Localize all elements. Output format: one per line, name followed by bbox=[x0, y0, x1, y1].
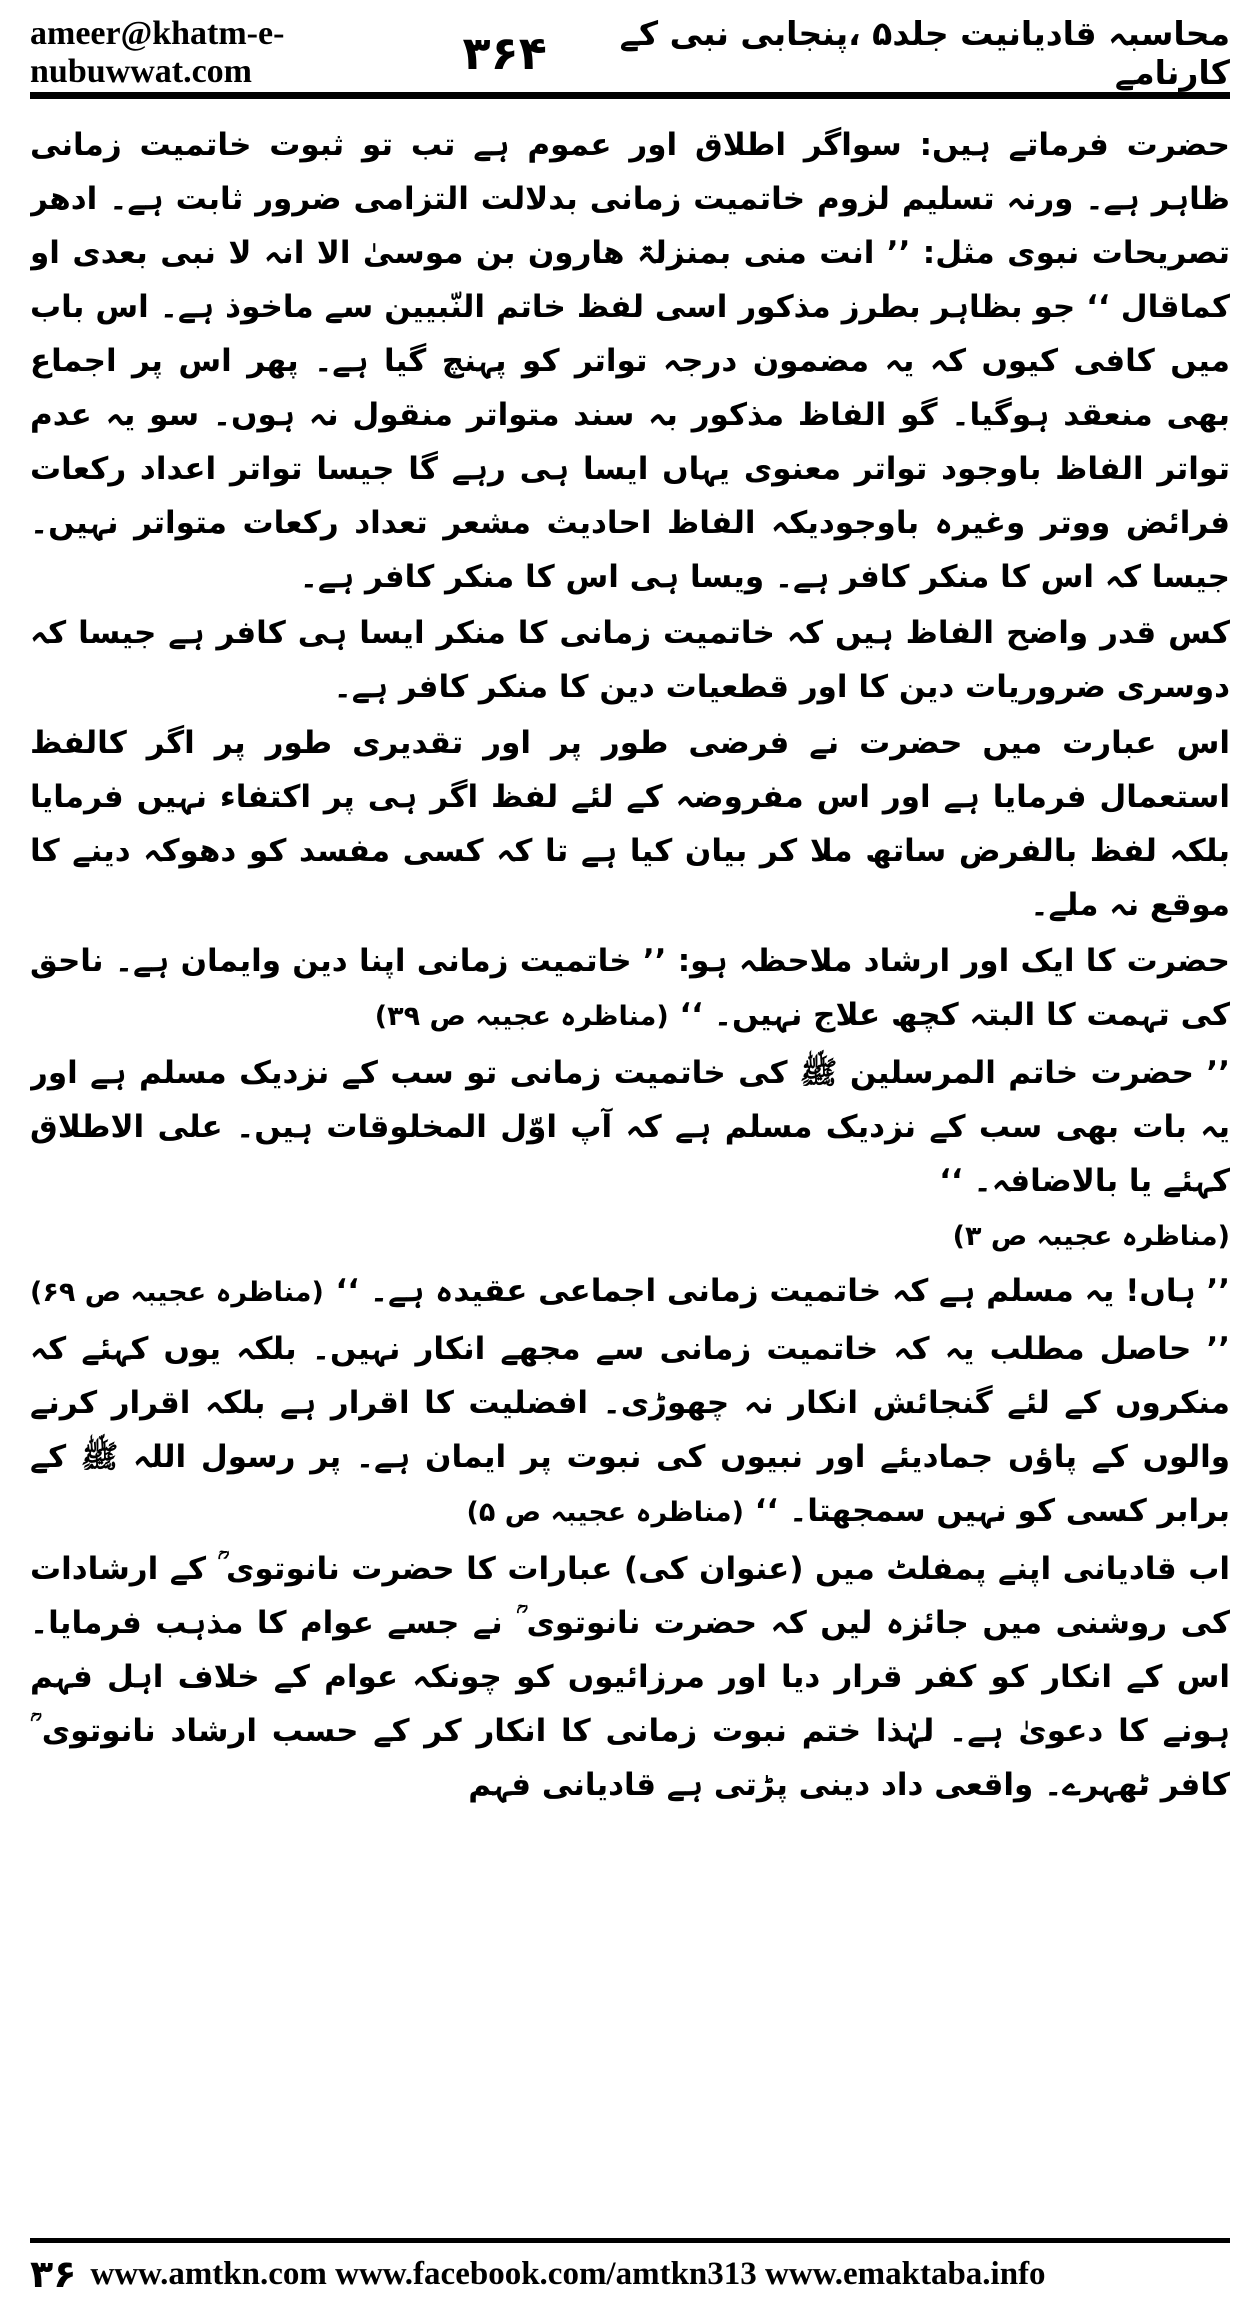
header-rule bbox=[30, 92, 1230, 99]
page-footer bbox=[30, 2246, 1230, 2302]
paragraph-3: اس عبارت میں حضرت نے فرضی طور پر اور تقدیری طور پر اگر کالفظ استعمال فرمایا ہے اور اس مفروضہ کے لئے لفظ اگر ہی پر اکتفاء نہیں فرمایا بلکہ لفظ بالفرض ساتھ ملا کر بیان کیا ہے تا کہ کسی مفسد کو دھوکہ دینے کا موقع نہ ملے۔ bbox=[30, 725, 1230, 923]
reference: (مناظرہ عجیبہ ص ۳۹) bbox=[374, 1001, 669, 1032]
page-header bbox=[30, 14, 1230, 92]
reference: (مناظرہ عجیبہ ص ۵) bbox=[466, 1497, 744, 1528]
header-page-number: ۳۶۴ bbox=[462, 26, 547, 80]
header-book-title: محاسبہ قادیانیت جلد۵ ،پنجابی نبی کے کارنامے bbox=[619, 14, 1230, 92]
paragraph-8: اب قادیانی اپنے پمفلٹ میں (عنوان کی) عبارات کا حضرت نانوتوی ؒ کے ارشادات کی روشنی میں جائزہ لیں کہ حضرت نانوتوی ؒ نے جسے عوام کا مذہب فرمایا۔ اس کے انکار کو کفر قرار دیا اور مرزائیوں کو چونکہ عوام کے خلاف اہل فہم ہونے کا دعویٰ ہے۔ لہٰذا ختم نبوت زمانی کا انکار کر کے حسب ارشاد نانوتوی ؒ کافر ٹھہرے۔ واقعی داد دینی پڑتی ہے قادیانی فہم bbox=[30, 1551, 1230, 1803]
quote-text: حضرت کا ایک اور ارشاد ملاحظہ ہو: ’’ خاتمیت زمانی اپنا دین وایمان ہے۔ ناحق کی تہمت کا البتہ کچھ علاج نہیں۔ ‘‘ bbox=[30, 943, 1230, 1033]
quote-text: ’’ ہاں! یہ مسلم ہے کہ خاتمیت زمانی اجماعی عقیدہ ہے۔ ‘‘ bbox=[335, 1273, 1230, 1309]
paragraph-4 bbox=[30, 934, 1230, 1044]
paragraph-6 bbox=[30, 1264, 1230, 1320]
paragraph-5: ’’ حضرت خاتم المرسلین ﷺ کی خاتمیت زمانی تو سب کے نزدیک مسلم ہے اور یہ بات بھی سب کے نزدیک مسلم ہے کہ آپ اوّل المخلوقات ہیں۔ علی الاطلاق کہئے یا بالاضافہ۔ ‘‘ bbox=[30, 1055, 1230, 1199]
paragraph-2: کس قدر واضح الفاظ ہیں کہ خاتمیت زمانی کا منکر ایسا ہی کافر ہے جیسا کہ دوسری ضروریات دین کا اور قطعیات دین کا منکر کافر ہے۔ bbox=[30, 615, 1230, 705]
paragraph-1: حضرت فرماتے ہیں: سواگر اطلاق اور عموم ہے تب تو ثبوت خاتمیت زمانی ظاہر ہے۔ ورنہ تسلیم لزوم خاتمیت زمانی بدلالت التزامی ضرور ثابت ہے۔ ادھر تصریحات نبوی مثل: ’’ انت منی بمنزلۃ ھارون بن موسیٰ الا انہ لا نبی بعدی او کماقال ‘‘ جو بظاہر بطرز مذکور اسی لفظ خاتم النّبیین سے ماخوذ ہے۔ اس باب میں کافی کیوں کہ یہ مضمون درجہ تواتر کو پہنچ گیا ہے۔ پھر اس پر اجماع بھی منعقد ہوگیا۔ گو الفاظ مذکور بہ سند متواتر منقول نہ ہوں۔ سو یہ عدم تواتر الفاظ باوجود تواتر معنوی یہاں ایسا ہی رہے گا جیسا تواتر اعداد رکعات فرائض ووتر وغیرہ باوجودیکہ الفاظ احادیث مشعر تعداد رکعات متواتر نہیں۔ جیسا کہ اس کا منکر کافر ہے۔ ویسا ہی اس کا منکر کافر ہے۔ bbox=[30, 127, 1230, 595]
paragraph-7 bbox=[30, 1322, 1230, 1540]
quote-text: ’’ حاصل مطلب یہ کہ خاتمیت زمانی سے مجھے انکار نہیں۔ بلکہ یوں کہئے کہ منکروں کے لئے گنجائش انکار نہ چھوڑی۔ افضلیت کا اقرار ہے بلکہ اقرار کرنے والوں کے پاؤں جمادیئے اور نبیوں کی نبوت پر ایمان ہے۔ پر رسول اللہ ﷺ کے برابر کسی کو نہیں سمجھتا۔ ‘‘ bbox=[30, 1331, 1230, 1529]
header-title-group bbox=[463, 14, 1230, 92]
reference: (مناظرہ عجیبہ ص ۶۹) bbox=[30, 1277, 324, 1308]
footer-page-number: ۳۶ bbox=[30, 2252, 77, 2296]
page-body bbox=[30, 118, 1230, 2203]
footer-links: www.amtkn.com www.facebook.com/amtkn313 www.emaktaba.info bbox=[90, 2255, 1046, 2292]
footer-rule bbox=[30, 2238, 1230, 2243]
header-email: ameer@khatm-e-nubuwwat.com bbox=[30, 15, 285, 90]
reference: (مناظرہ عجیبہ ص ۳) bbox=[952, 1221, 1230, 1252]
